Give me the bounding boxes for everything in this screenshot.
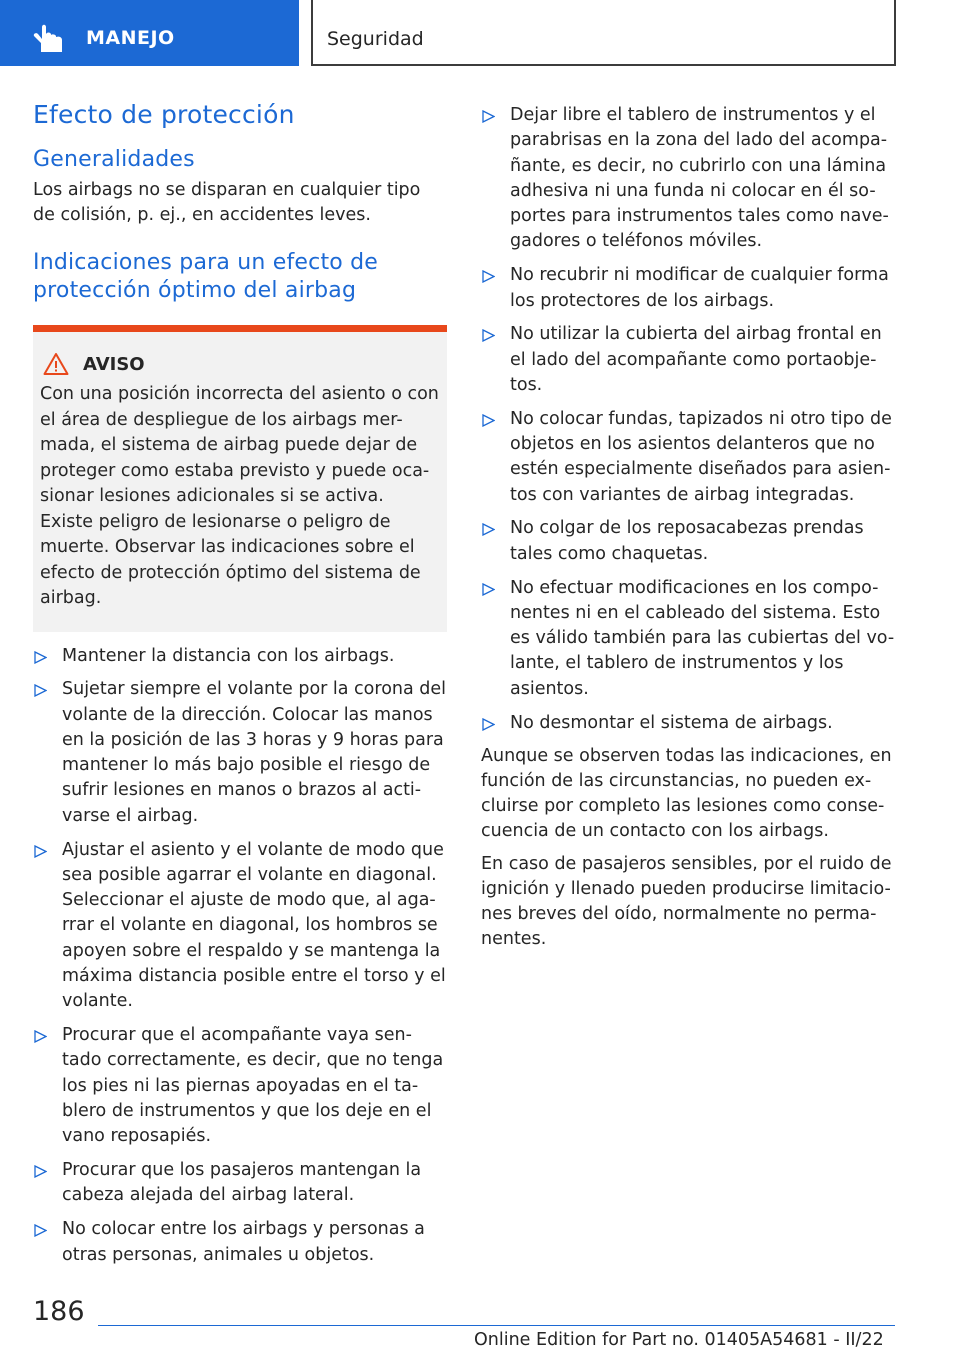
right-column [481, 103, 897, 952]
paragraph-injuries: Aunque se observen todas las indicaciones, en función de las circunstancias, no pueden ex-cluirse por completo las lesiones como conse-cuencia de un contacto con los airbags. [481, 746, 892, 842]
list-item [481, 263, 897, 314]
list-item [481, 322, 897, 398]
list-item [33, 644, 447, 669]
list-item-text: No efectuar modificaciones en los compo-nentes ni en el cableado del sistema. Esto es válido también para las cubiertas del vo-lante, el tablero de instrumentos y los asientos. [510, 577, 895, 699]
footer-edition: Online Edition for Part no. 01405A54681 - II/22 [474, 1330, 884, 1350]
list-item [33, 677, 447, 829]
triangle-bullet-icon [34, 684, 47, 697]
list-item-text: No utilizar la cubierta del airbag frontal en el lado del acompañante como portaobje-tos. [510, 324, 882, 395]
warning-text: Con una posición incorrecta del asiento o con el área de despliegue de los airbags mer-mada, el sistema de airbag puede dejar de proteger como estaba previsto y puede oca-sionar lesiones adicionales si se activa. Existe peligro de lesionarse o peligro de muerte. Observar las indicaciones sobre el efecto de protección óptimo del sistema de airbag. [40, 384, 439, 608]
triangle-bullet-icon [34, 651, 47, 664]
page-header [0, 0, 960, 66]
right-bullet-list [481, 103, 897, 736]
list-item-text: No colgar de los reposacabezas prendas tales como chaquetas. [510, 518, 864, 564]
list-item-text: Procurar que el acompañante vaya sen-tado correctamente, es decir, que no tenga los pies ni las piernas apoyadas en el ta-blero de instrumentos y que los deje en el vano reposapiés. [62, 1025, 444, 1147]
warning-header [40, 352, 439, 376]
triangle-bullet-icon [482, 583, 495, 596]
triangle-bullet-icon [34, 1165, 47, 1178]
triangle-bullet-icon [34, 1224, 47, 1237]
left-column [33, 98, 447, 1276]
list-item-text: Procurar que los pasajeros mantengan la cabeza alejada del airbag lateral. [62, 1160, 422, 1206]
list-item [33, 1158, 447, 1209]
triangle-bullet-icon [482, 270, 495, 283]
list-item-text: Ajustar el asiento y el volante de modo que sea posible agarrar el volante en diagonal. Seleccionar el ajuste de modo que, al aga-rrar el volante en diagonal, los hombros se apoyen sobre el respaldo y se mantenga la máxima distancia posible entre el torso y el volante. [62, 839, 446, 1012]
triangle-bullet-icon [482, 414, 495, 427]
page-title: Efecto de protección [33, 100, 295, 129]
page-number: 186 [33, 1296, 85, 1327]
chapter-label: MANEJO [86, 27, 175, 49]
triangle-bullet-icon [482, 110, 495, 123]
footer-divider [98, 1325, 895, 1326]
list-item [481, 516, 897, 567]
list-item [481, 576, 897, 702]
list-item-text: No desmontar el sistema de airbags. [510, 712, 833, 733]
section-tab[interactable] [311, 0, 896, 66]
left-bullet-list [33, 644, 447, 1268]
paragraph-hearing: En caso de pasajeros sensibles, por el ruido de ignición y llenado pueden producirse limitacio-nes breves del oído, normalmente no perma-nentes. [481, 854, 892, 950]
list-item [33, 1217, 447, 1268]
triangle-bullet-icon [34, 845, 47, 858]
general-text: Los airbags no se disparan en cualquier tipo de colisión, p. ej., en accidentes leves. [33, 180, 421, 225]
warning-triangle-icon [43, 352, 69, 376]
indications-heading: Indicaciones para un efecto de protección óptimo del airbag [33, 250, 379, 303]
warning-box [33, 325, 447, 632]
triangle-bullet-icon [482, 718, 495, 731]
list-item [481, 711, 897, 736]
list-item-text: No recubrir ni modificar de cualquier forma los protectores de los airbags. [510, 265, 889, 311]
triangle-bullet-icon [482, 329, 495, 342]
section-label: Seguridad [327, 28, 424, 50]
warning-label: AVISO [83, 353, 145, 375]
triangle-bullet-icon [482, 523, 495, 536]
list-item [33, 1023, 447, 1149]
list-item [481, 407, 897, 508]
list-item-text: Mantener la distancia con los airbags. [62, 645, 395, 666]
general-heading: Generalidades [33, 147, 195, 172]
list-item [481, 103, 897, 255]
list-item-text: Dejar libre el tablero de instrumentos y el parabrisas en la zona del lado del acompa-ñante, es decir, no cubrirlo con una lámina adhesiva ni una funda ni colocar en él so-portes para instrumentos tales como nave-gadores o teléfonos móviles. [510, 105, 889, 252]
list-item-text: No colocar fundas, tapizados ni otro tipo de objetos en los asientos delanteros que no estén especialmente diseñados para asien-tos con variantes de airbag integradas. [510, 408, 892, 505]
list-item [33, 838, 447, 1015]
list-item-text: No colocar entre los airbags y personas a otras personas, animales u objetos. [62, 1219, 425, 1265]
hand-pointer-icon [32, 24, 66, 54]
list-item-text: Sujetar siempre el volante por la corona del volante de la dirección. Colocar las manos en la posición de las 3 horas y 9 horas para mantener lo más bajo posible el riesgo de sufrir lesiones en manos o brazos al acti-varse el airbag. [62, 679, 447, 826]
triangle-bullet-icon [34, 1030, 47, 1043]
chapter-tab[interactable] [0, 0, 299, 66]
